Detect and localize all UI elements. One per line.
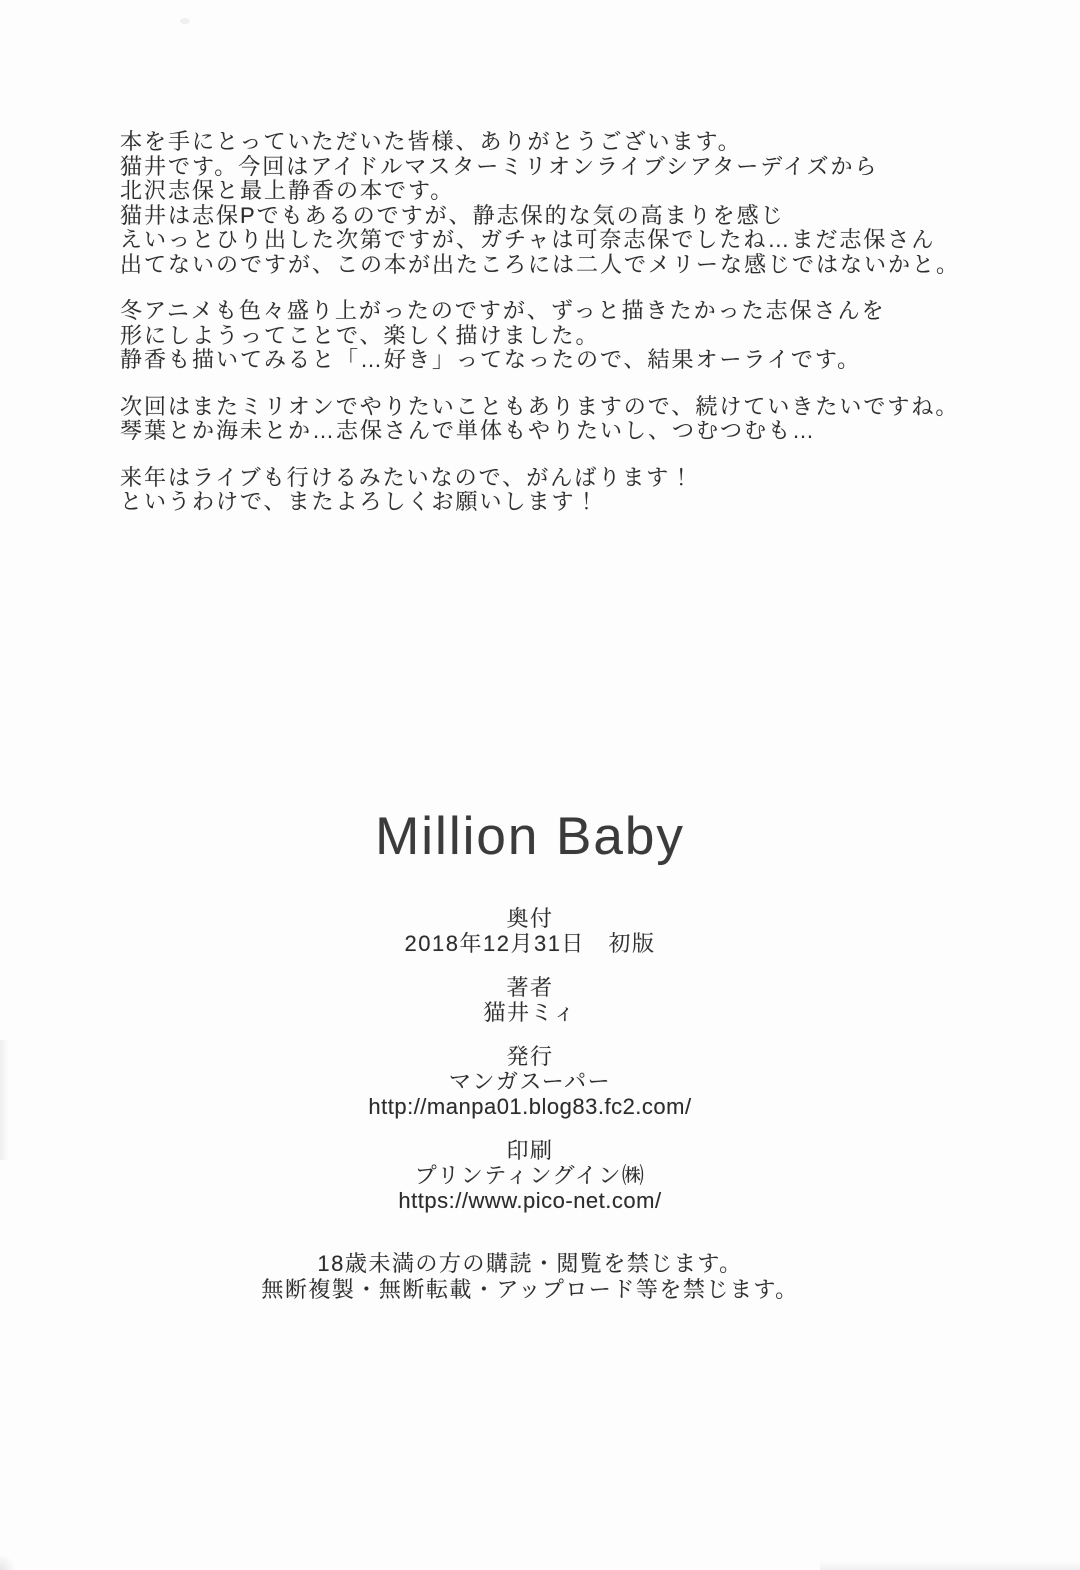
colophon-publisher-group xyxy=(0,1044,1060,1119)
afterword-line: えいっとひり出した次第ですが、ガチャは可奈志保でしたね…まだ志保さん xyxy=(120,227,936,252)
afterword-line: 来年はライブも行けるみたいなので、がんばります！ xyxy=(120,464,695,490)
printer-url: https://www.pico-net.com/ xyxy=(398,1188,662,1213)
afterword-line: 形にしようってことで、楽しく描けました。 xyxy=(120,322,600,348)
afterword-line: 猫井は志保Pでもあるのですが、静志保的な気の高まりを感じ xyxy=(120,202,785,228)
colophon-heading: 奥付 xyxy=(506,906,554,931)
printer-label: 印刷 xyxy=(506,1138,554,1163)
afterword-paragraph xyxy=(120,299,1020,373)
afterword-line: 本を手にとっていただいた皆様、ありがとうございます。 xyxy=(120,129,742,154)
scan-artifact xyxy=(0,1554,16,1570)
publisher-url: http://manpa01.blog83.fc2.com/ xyxy=(368,1094,692,1119)
publisher-label: 発行 xyxy=(506,1044,554,1069)
afterword-line: 北沢志保と最上静香の本です。 xyxy=(120,178,455,203)
publisher-name: マンガスーパー xyxy=(448,1069,612,1094)
scan-artifact xyxy=(820,1561,1080,1570)
notice-line: 無断複製・無断転載・アップロード等を禁じます。 xyxy=(261,1276,799,1302)
colophon-edition-line: 2018年12月31日 初版 xyxy=(404,931,656,956)
afterword-paragraph xyxy=(120,130,1020,277)
afterword-line: 冬アニメも色々盛り上がったのですが、ずっと描きたかった志保さんを xyxy=(120,298,886,323)
afterword-line: 静香も描いてみると「…好き」ってなったので、結果オーライです。 xyxy=(120,347,862,372)
printer-name: プリンティングイン㈱ xyxy=(414,1163,646,1188)
afterword-line: 次回はまたミリオンでやりたいこともありますので、続けていきたいですね。 xyxy=(120,393,960,419)
afterword-paragraph xyxy=(120,395,1020,444)
scan-artifact xyxy=(180,18,190,24)
afterword-text-block xyxy=(120,130,1020,537)
afterword-line: 琴葉とか海未とか…志保さんで単体もやりたいし、つむつむも… xyxy=(120,418,817,443)
notice-line: 18歳未満の方の購読・閲覧を禁じます。 xyxy=(317,1251,743,1276)
afterword-line: 猫井です。今回はアイドルマスターミリオンライブシアターデイズから xyxy=(120,153,879,179)
author-name: 猫井ミィ xyxy=(483,1000,577,1025)
colophon-author-group xyxy=(0,975,1060,1025)
prohibition-notice xyxy=(0,1251,1060,1302)
colophon-printer-group xyxy=(0,1138,1060,1213)
afterword-line: というわけで、またよろしくお願いします！ xyxy=(120,489,600,514)
colophon-block xyxy=(0,906,1060,1232)
book-title: Million Baby xyxy=(375,807,685,866)
afterword-paragraph xyxy=(120,466,1020,515)
afterword-line: 出てないのですが、この本が出たころには二人でメリーな感じではないかと。 xyxy=(120,251,961,277)
colophon-edition-group xyxy=(0,906,1060,956)
author-label: 著者 xyxy=(506,975,554,1000)
